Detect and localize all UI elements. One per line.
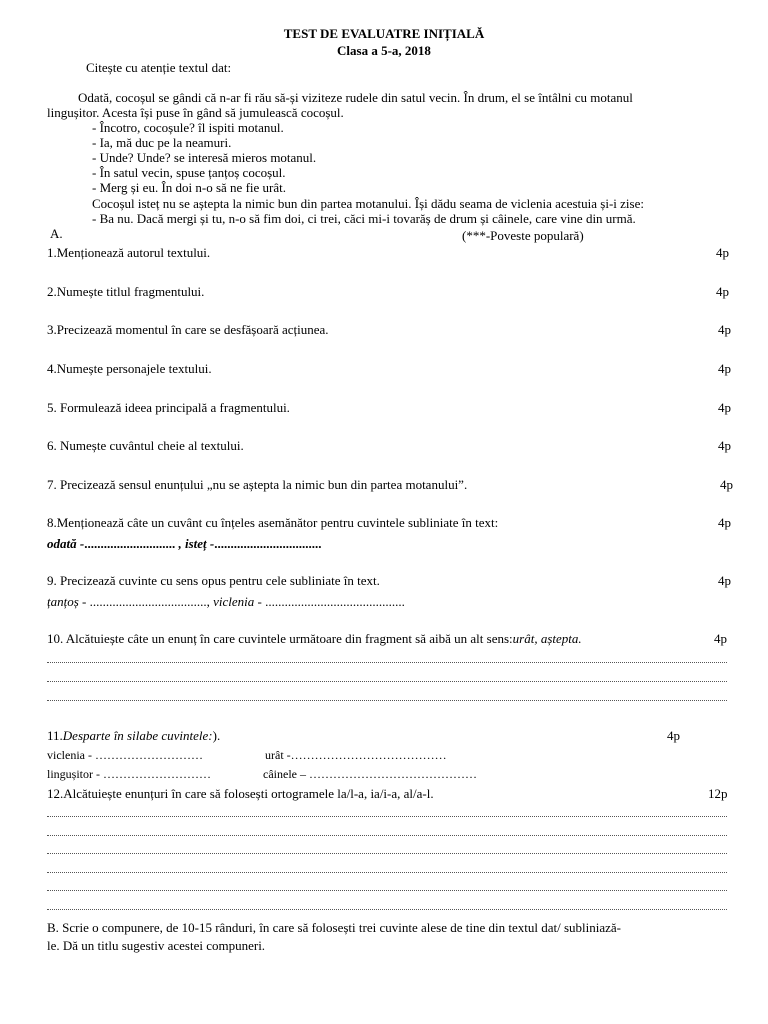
question-4: 4.Numește personajele textului. xyxy=(47,361,212,376)
answer-line-q12-1[interactable] xyxy=(47,816,727,818)
dialogue-line-6: - Ba nu. Dacă mergi și tu, n-o să fim doi, ci trei, căci mi-i tovarăș de drum și câinele, care vine din urmă. xyxy=(92,211,636,226)
q10-words: urât, aștepta. xyxy=(512,631,582,646)
part-b-line-1: B. Scrie o compunere, de 10-15 rânduri, în care să folosești trei cuvinte alese de tine din textul dat/ subliniază- xyxy=(47,920,621,935)
question-1: 1.Menționează autorul textului. xyxy=(47,245,211,260)
answer-line-q12-4[interactable] xyxy=(47,872,727,874)
answer-line-q12-3[interactable] xyxy=(47,853,727,855)
q9-word-2: viclenia xyxy=(213,594,255,609)
q8-blank-2[interactable]: ................................. xyxy=(214,536,322,551)
dialogue-line-5: - Merg și eu. În doi n-o să ne fie urât. xyxy=(92,180,286,195)
q9-answer-line[interactable] xyxy=(47,594,405,610)
points-q10: 4p xyxy=(714,631,727,646)
question-11 xyxy=(47,728,220,744)
class-subtitle: Clasa a 5-a, 2018 xyxy=(337,43,431,58)
dialogue-line-4: - În satul vecin, spuse țanțoș cocoșul. xyxy=(92,165,286,180)
q8-word-2: , isteț - xyxy=(178,536,215,551)
section-a-label: A. xyxy=(50,226,63,241)
text-paragraph-2: Cocoșul isteț nu se aștepta la nimic bun din partea motanului. Își dădu seama de viclenia acestuia și-i zise: xyxy=(92,196,644,211)
test-title: TEST DE EVALUATRE INIȚIALĂ xyxy=(283,26,485,41)
q10-text: 10. Alcătuiește câte un enunț în care cuvintele următoare din fragment să aibă un alt sens: xyxy=(47,631,513,646)
answer-line-q10-1[interactable] xyxy=(47,662,727,664)
q9-blank-1[interactable]: - ...................................., xyxy=(78,594,214,609)
q8-blank-1[interactable]: ............................ xyxy=(84,536,179,551)
read-instruction: Citește cu atenție textul dat: xyxy=(86,60,232,75)
text-line-2: lingușitor. Acesta își puse în gând să jumulească cocoșul. xyxy=(47,105,344,120)
q9-word-1: țanțoș xyxy=(47,594,79,609)
points-q11: 4p xyxy=(667,728,680,743)
points-q7: 4p xyxy=(720,477,733,492)
points-q4: 4p xyxy=(718,361,731,376)
question-5: 5. Formulează ideea principală a fragmentului. xyxy=(47,400,290,415)
answer-line-q12-5[interactable] xyxy=(47,890,727,892)
q8-word-1: odată - xyxy=(47,536,85,551)
answer-line-q10-2[interactable] xyxy=(47,681,727,683)
points-q9: 4p xyxy=(718,573,731,588)
q11-urat[interactable]: urât -………………………………… xyxy=(265,748,447,762)
answer-line-q10-3[interactable] xyxy=(47,700,727,702)
points-q12: 12p xyxy=(708,786,728,801)
question-9: 9. Precizează cuvinte cu sens opus pentru cele subliniate în text. xyxy=(47,573,380,588)
points-q6: 4p xyxy=(718,438,731,453)
q11-number: 11. xyxy=(47,728,63,743)
question-12: 12.Alcătuiește enunțuri în care să folosești ortogramele la/l-a, ia/i-a, al/a-l. xyxy=(47,786,434,801)
question-3: 3.Precizează momentul în care se desfășoară acțiunea. xyxy=(47,322,329,337)
q9-blank-2[interactable]: - ........................................... xyxy=(254,594,405,609)
text-line-1: Odată, cocoșul se gândi că n-ar fi rău să-și viziteze rudele din satul vecin. În drum, el se întâlni cu motanul xyxy=(78,90,633,105)
answer-line-q12-6[interactable] xyxy=(47,909,727,911)
points-q1: 4p xyxy=(716,245,729,260)
question-7: 7. Precizează sensul enunțului „nu se aștepta la nimic bun din partea motanului”. xyxy=(47,477,468,492)
q11-end: ). xyxy=(212,728,221,743)
dialogue-line-3: - Unde? Unde? se interesă mieros motanul. xyxy=(92,150,317,165)
dialogue-line-1: - Încotro, cocoșule? îl ispiti motanul. xyxy=(92,120,284,135)
question-6: 6. Numește cuvântul cheie al textului. xyxy=(47,438,244,453)
question-2: 2.Numește titlul fragmentului. xyxy=(47,284,205,299)
points-q2: 4p xyxy=(716,284,729,299)
dialogue-line-2: - Ia, mă duc pe la neamuri. xyxy=(92,135,232,150)
question-10 xyxy=(47,631,582,647)
question-8: 8.Menționează câte un cuvânt cu înțeles asemănător pentru cuvintele subliniate în text: xyxy=(47,515,499,530)
q11-text: Desparte în silabe cuvintele: xyxy=(62,728,213,743)
q11-cainele[interactable]: câinele – …………………………………… xyxy=(263,767,477,781)
part-b-line-2: le. Dă un titlu sugestiv acestei compuneri. xyxy=(47,938,266,953)
points-q3: 4p xyxy=(718,322,731,337)
q11-lingusitor[interactable]: lingușitor - ……………………… xyxy=(47,767,211,781)
points-q8: 4p xyxy=(718,515,731,530)
points-q5: 4p xyxy=(718,400,731,415)
q11-viclenia[interactable]: viclenia - ……………………… xyxy=(47,748,203,762)
answer-line-q12-2[interactable] xyxy=(47,835,727,837)
text-source: (***-Poveste populară) xyxy=(462,228,584,243)
q8-answer-line[interactable] xyxy=(47,536,321,552)
